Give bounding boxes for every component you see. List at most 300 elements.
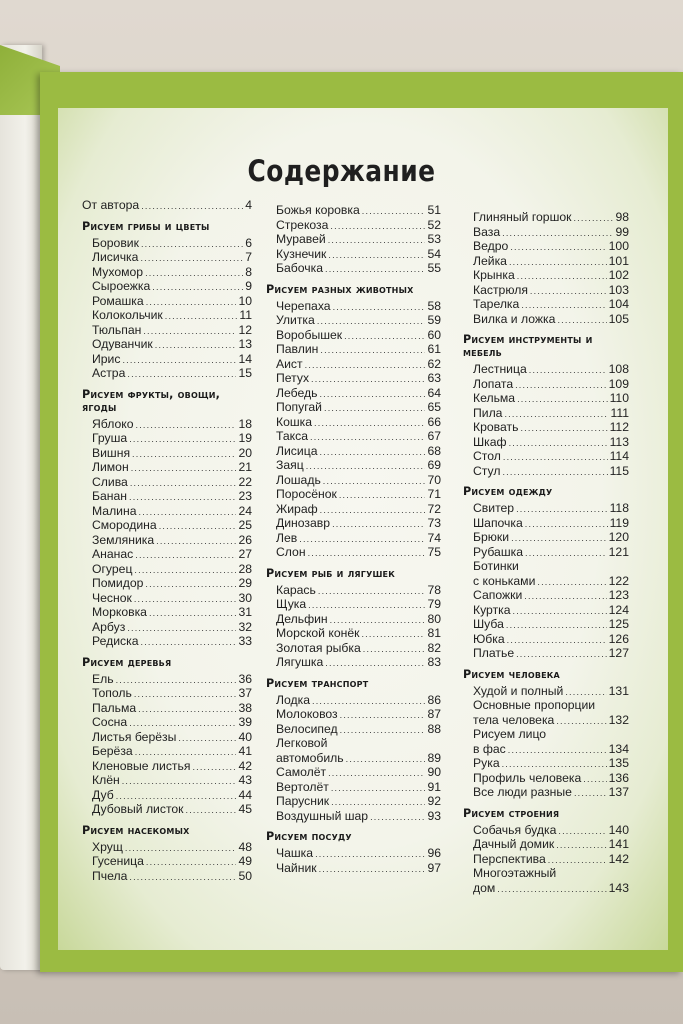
entry-page-number: 126	[608, 631, 629, 646]
entry-title: Тюльпан	[92, 322, 142, 337]
toc-entry[interactable]	[463, 312, 629, 327]
entry-page-number: 142	[608, 851, 629, 866]
entry-title: Профиль человека	[473, 770, 582, 785]
dot-leader	[340, 723, 426, 737]
entry-title: Вилка и ложка	[473, 311, 556, 326]
dot-leader	[574, 786, 607, 800]
dot-leader	[122, 774, 237, 788]
dot-leader	[314, 416, 425, 430]
toc-entry[interactable]	[82, 686, 252, 701]
toc-entry[interactable]	[82, 265, 252, 280]
dot-leader	[506, 618, 607, 632]
dot-leader	[515, 378, 607, 392]
dot-leader	[537, 575, 606, 589]
entry-page-number: 108	[608, 362, 629, 376]
toc-entry[interactable]	[266, 218, 441, 233]
entry-title: Мухомор	[92, 264, 144, 279]
toc-entry[interactable]	[463, 603, 629, 618]
entry-page-number: 93	[427, 808, 441, 823]
entry-page-number: 39	[238, 715, 252, 729]
toc-entry[interactable]	[82, 323, 252, 338]
entry-title: Тополь	[92, 686, 132, 700]
dot-leader	[152, 280, 243, 294]
dot-leader	[156, 534, 236, 548]
entry-title: Лягушка	[276, 655, 324, 669]
entry-page-number: 123	[608, 588, 629, 602]
toc-entry[interactable]	[266, 444, 441, 459]
entry-page-number: 141	[608, 837, 629, 851]
dot-leader	[318, 584, 426, 598]
page-title: Содержание	[247, 154, 436, 188]
dot-leader	[513, 604, 607, 618]
dot-leader	[558, 824, 606, 838]
entry-page-number: 125	[608, 617, 629, 631]
entry-page-number: 40	[238, 729, 252, 744]
entry-page-number: 36	[238, 671, 252, 686]
toc-entry[interactable]	[266, 261, 441, 276]
entry-title: Такса	[276, 429, 309, 443]
toc-entry[interactable]	[82, 620, 252, 635]
entry-page-number: 25	[238, 518, 252, 532]
toc-entry[interactable]	[82, 562, 252, 577]
toc-entry[interactable]	[82, 634, 252, 649]
entry-page-number: 66	[427, 414, 441, 429]
entry-page-number: 112	[609, 420, 629, 434]
toc-entry[interactable]	[266, 693, 441, 708]
toc-entry[interactable]	[463, 545, 629, 560]
toc-entry[interactable]	[266, 357, 441, 372]
dot-leader	[504, 407, 608, 421]
toc-entry[interactable]	[82, 802, 252, 817]
entry-page-number: 137	[608, 785, 629, 799]
toc-entry[interactable]	[266, 751, 441, 766]
toc-entry[interactable]	[463, 225, 629, 240]
entry-title: Попугай	[276, 400, 322, 414]
toc-entry[interactable]	[82, 547, 252, 562]
toc-entry[interactable]	[463, 574, 629, 589]
toc-entry[interactable]	[463, 391, 629, 406]
dot-leader	[306, 459, 426, 473]
dot-leader	[530, 284, 607, 298]
entry-title: Золотая рыбка	[276, 640, 361, 655]
dot-leader	[516, 647, 607, 661]
toc-entry[interactable]	[463, 297, 629, 312]
toc-entry[interactable]	[266, 531, 441, 546]
entry-page-number: 82	[427, 640, 441, 655]
dot-leader	[165, 309, 238, 323]
toc-entry[interactable]	[82, 788, 252, 803]
dot-leader	[135, 745, 237, 759]
entry-title: Крынка	[473, 268, 515, 282]
toc-entry[interactable]	[82, 576, 252, 591]
entry-title: Лисица	[276, 443, 318, 458]
book-cover-edge	[0, 45, 42, 970]
dot-leader	[509, 255, 607, 269]
dot-leader	[362, 204, 426, 218]
entry-title: Чеснок	[92, 590, 132, 605]
section-heading: Рисуем деревья	[82, 655, 172, 669]
toc-entry[interactable]	[266, 458, 441, 473]
entry-page-number: 50	[238, 868, 252, 883]
entry-title: Все люди разные	[473, 785, 572, 799]
toc-entry-line[interactable]: Основные пропорции	[473, 698, 596, 712]
toc-entry[interactable]	[266, 502, 441, 517]
dot-leader	[310, 430, 425, 444]
entry-title: Муравей	[276, 232, 326, 246]
entry-title: Колокольчик	[92, 308, 163, 322]
toc-entry[interactable]	[463, 646, 629, 661]
toc-entry[interactable]	[463, 823, 629, 838]
entry-page-number: 87	[427, 707, 441, 721]
dot-leader	[136, 418, 237, 432]
entry-title: Астра	[92, 366, 126, 380]
toc-entry[interactable]	[463, 771, 629, 786]
toc-entry[interactable]	[463, 852, 629, 867]
dot-leader	[323, 474, 426, 488]
entry-title: Тарелка	[473, 297, 520, 311]
entry-title: Лимон	[92, 460, 129, 474]
toc-entry[interactable]	[82, 869, 252, 884]
dot-leader	[557, 313, 606, 327]
entry-title: Собачья будка	[473, 822, 557, 837]
toc-entry[interactable]	[266, 722, 441, 737]
entry-title: Банан	[92, 489, 128, 503]
entry-page-number: 90	[427, 765, 441, 779]
entry-title: Хрущ	[92, 839, 123, 854]
toc-entry[interactable]	[82, 460, 252, 475]
toc-entry[interactable]	[82, 773, 252, 788]
toc-entry[interactable]	[463, 254, 629, 269]
toc-entry-line[interactable]: Ботинки	[473, 559, 519, 573]
entry-title: Огурец	[92, 561, 133, 576]
toc-entry[interactable]	[82, 417, 252, 432]
toc-entry[interactable]	[82, 308, 252, 323]
toc-entry[interactable]	[82, 744, 252, 759]
entry-title: Куртка	[473, 602, 511, 617]
entry-title: Помидор	[92, 576, 144, 590]
entry-title: Стол	[473, 449, 501, 463]
toc-entry[interactable]	[266, 655, 441, 670]
toc-entry[interactable]	[82, 715, 252, 730]
entry-title: Молоковоз	[276, 707, 338, 721]
toc-entry[interactable]	[266, 400, 441, 415]
toc-entry[interactable]	[463, 406, 629, 421]
entry-page-number: 55	[427, 261, 441, 275]
entry-page-number: 80	[427, 611, 441, 626]
entry-page-number: 103	[608, 282, 629, 297]
toc-entry[interactable]	[266, 342, 441, 357]
dot-leader	[141, 635, 237, 649]
toc-entry[interactable]	[463, 684, 629, 699]
dot-leader	[509, 436, 608, 450]
dot-leader	[125, 841, 237, 855]
toc-entry[interactable]	[463, 420, 629, 435]
toc-entry[interactable]	[463, 464, 629, 479]
toc-entry[interactable]	[266, 707, 441, 722]
entry-title: Арбуз	[92, 619, 126, 634]
toc-entry[interactable]	[82, 701, 252, 716]
entry-title: Жираф	[276, 501, 318, 516]
dot-leader	[319, 862, 426, 876]
toc-entry[interactable]	[82, 279, 252, 294]
toc-entry[interactable]	[82, 198, 252, 213]
entry-page-number: 83	[427, 655, 441, 669]
dot-leader	[524, 589, 606, 603]
toc-entry[interactable]	[266, 809, 441, 824]
entry-title: Кленовые листья	[92, 758, 191, 773]
dot-leader	[141, 237, 243, 251]
entry-title: Ирис	[92, 351, 121, 366]
toc-entry[interactable]	[266, 473, 441, 488]
toc-entry-line[interactable]: Многоэтажный	[473, 866, 557, 880]
toc-entry[interactable]	[82, 840, 252, 855]
entry-page-number: 4	[245, 198, 252, 212]
toc-entry[interactable]	[82, 236, 252, 251]
entry-title: Морской конёк	[276, 626, 360, 640]
toc-entry[interactable]	[266, 780, 441, 795]
entry-title: Лейка	[473, 253, 507, 268]
toc-entry[interactable]	[266, 487, 441, 502]
dot-leader	[134, 563, 236, 577]
toc-entry[interactable]	[463, 501, 629, 516]
toc-entry[interactable]	[266, 299, 441, 314]
toc-entry[interactable]	[266, 641, 441, 656]
toc-entry[interactable]	[463, 516, 629, 531]
entry-title: Лопата	[473, 376, 514, 391]
toc-entry[interactable]	[266, 794, 441, 809]
toc-entry-line[interactable]: Рисуем лицо	[473, 727, 547, 741]
toc-entry[interactable]	[266, 516, 441, 531]
dot-leader	[116, 673, 237, 687]
section-heading: Рисуем одежду	[463, 485, 553, 498]
dot-leader	[328, 766, 425, 780]
entry-page-number: 111	[610, 405, 629, 420]
entry-page-number: 73	[427, 516, 441, 530]
toc-entry[interactable]	[82, 294, 252, 309]
toc-entry[interactable]	[463, 837, 629, 852]
dot-leader	[319, 445, 425, 459]
entry-page-number: 33	[238, 634, 252, 648]
dot-leader	[525, 517, 608, 531]
entry-title: Рука	[473, 756, 500, 770]
toc-entry[interactable]	[463, 632, 629, 647]
dot-leader	[122, 353, 236, 367]
entry-title: Груша	[92, 431, 128, 445]
section-heading: Рисуем разных животных	[266, 282, 414, 296]
toc-entry[interactable]	[463, 435, 629, 450]
entry-title: Клён	[92, 773, 120, 787]
entry-title: Сыроежка	[92, 279, 151, 293]
entry-page-number: 27	[238, 547, 252, 561]
entry-title: Берёза	[92, 744, 133, 758]
entry-page-number: 26	[238, 532, 252, 547]
entry-title: Воздушный шар	[276, 808, 369, 823]
entry-page-number: 75	[427, 545, 441, 559]
toc-entry[interactable]	[463, 588, 629, 603]
toc-entry[interactable]	[266, 429, 441, 444]
toc-entry[interactable]	[266, 846, 441, 861]
entry-title: Шуба	[473, 617, 504, 631]
toc-entry[interactable]	[266, 203, 441, 218]
toc-entry[interactable]	[463, 881, 629, 896]
entry-title: Слон	[276, 545, 306, 559]
dot-leader	[320, 343, 425, 357]
toc-entry[interactable]	[82, 730, 252, 745]
toc-entry[interactable]	[266, 626, 441, 641]
toc-entry[interactable]	[463, 210, 629, 225]
entry-title: Худой и полный	[473, 683, 564, 698]
toc-entry[interactable]	[266, 371, 441, 386]
section-heading: Рисуем человека	[463, 667, 560, 681]
dot-leader	[130, 476, 237, 490]
entry-page-number: 14	[238, 351, 252, 366]
entry-page-number: 136	[608, 770, 629, 785]
toc-entry[interactable]	[266, 612, 441, 627]
toc-entry[interactable]	[82, 431, 252, 446]
dot-leader	[129, 432, 236, 446]
entry-page-number: 68	[427, 443, 441, 458]
toc-entry[interactable]	[463, 530, 629, 545]
toc-entry[interactable]	[82, 446, 252, 461]
toc-entry[interactable]	[463, 239, 629, 254]
toc-entry[interactable]	[82, 759, 252, 774]
entry-page-number: 28	[238, 561, 252, 576]
entry-page-number: 11	[239, 308, 252, 322]
entry-title: Ель	[92, 671, 114, 686]
entry-title: Яблоко	[92, 416, 134, 431]
entry-page-number: 41	[238, 744, 252, 758]
toc-entry[interactable]	[266, 583, 441, 598]
dot-leader	[508, 743, 607, 757]
toc-entry[interactable]	[463, 362, 629, 377]
toc-entry[interactable]	[266, 545, 441, 560]
entry-title: Кровать	[473, 420, 519, 434]
toc-entry[interactable]	[82, 475, 252, 490]
entry-title: Сапожки	[473, 588, 523, 602]
entry-page-number: 38	[238, 700, 252, 715]
toc-entry[interactable]	[463, 742, 629, 757]
toc-entry[interactable]	[82, 672, 252, 687]
entry-title: Стрекоза	[276, 217, 329, 232]
entry-page-number: 114	[609, 449, 629, 463]
dot-leader	[312, 694, 425, 708]
entry-title: Вертолёт	[276, 779, 329, 794]
toc-entry[interactable]	[463, 713, 629, 728]
entry-page-number: 64	[427, 385, 441, 400]
dot-leader	[178, 731, 236, 745]
entry-page-number: 61	[427, 342, 441, 356]
toc-entry[interactable]	[82, 591, 252, 606]
toc-entry[interactable]	[82, 504, 252, 519]
entry-page-number: 120	[608, 530, 629, 544]
entry-page-number: 29	[238, 576, 252, 590]
toc-entry[interactable]	[82, 250, 252, 265]
dot-leader	[325, 656, 425, 670]
toc-entry[interactable]	[266, 415, 441, 430]
toc-column-2	[266, 203, 441, 875]
entry-title: Чашка	[276, 846, 314, 860]
entry-page-number: 99	[615, 224, 629, 239]
dot-leader	[145, 266, 243, 280]
entry-title: Улитка	[276, 313, 315, 327]
entry-title: Юбка	[473, 631, 505, 646]
toc-entry-line[interactable]: Легковой	[276, 736, 328, 750]
entry-title: Ананас	[92, 547, 134, 561]
entry-page-number: 118	[609, 501, 629, 515]
dot-leader	[507, 633, 607, 647]
dot-leader	[510, 240, 606, 254]
entry-page-number: 32	[238, 619, 252, 634]
toc-entry[interactable]	[463, 268, 629, 283]
entry-page-number: 100	[608, 239, 629, 253]
toc-entry[interactable]	[463, 377, 629, 392]
dot-leader	[320, 503, 426, 517]
toc-entry[interactable]	[266, 765, 441, 780]
entry-page-number: 121	[608, 544, 629, 559]
toc-entry[interactable]	[82, 489, 252, 504]
toc-entry[interactable]	[82, 337, 252, 352]
toc-entry[interactable]	[266, 247, 441, 262]
toc-entry[interactable]	[463, 449, 629, 464]
toc-entry[interactable]	[266, 597, 441, 612]
entry-page-number: 10	[238, 293, 252, 308]
toc-entry[interactable]	[82, 366, 252, 381]
entry-title: Бабочка	[276, 261, 323, 275]
entry-title: Заяц	[276, 458, 304, 472]
entry-page-number: 69	[427, 458, 441, 472]
entry-title: Шкаф	[473, 434, 507, 449]
toc-entry[interactable]	[82, 605, 252, 620]
entry-page-number: 79	[427, 597, 441, 611]
toc-entry[interactable]	[463, 283, 629, 298]
toc-entry[interactable]	[463, 756, 629, 771]
toc-entry[interactable]	[82, 352, 252, 367]
dot-leader	[308, 598, 425, 612]
toc-entry[interactable]	[266, 386, 441, 401]
entry-page-number: 119	[609, 515, 629, 530]
dot-leader	[155, 338, 237, 352]
toc-entry[interactable]	[82, 533, 252, 548]
entry-title: Динозавр	[276, 516, 331, 530]
entry-page-number: 59	[427, 313, 441, 327]
dot-leader	[331, 795, 425, 809]
dot-leader	[127, 367, 236, 381]
toc-entry[interactable]	[266, 328, 441, 343]
dot-leader	[502, 226, 613, 240]
dot-leader	[116, 789, 237, 803]
toc-entry[interactable]	[266, 313, 441, 328]
toc-entry[interactable]	[266, 861, 441, 876]
dot-leader	[565, 685, 606, 699]
entry-page-number: 15	[238, 366, 252, 380]
toc-entry[interactable]	[82, 518, 252, 533]
dot-leader	[311, 372, 425, 386]
toc-entry[interactable]	[82, 854, 252, 869]
dot-leader	[330, 613, 426, 627]
toc-column-1	[82, 198, 252, 883]
entry-page-number: 45	[238, 802, 252, 816]
entry-page-number: 65	[427, 400, 441, 414]
entry-title: Павлин	[276, 342, 319, 356]
entry-title: Кельма	[473, 391, 516, 405]
toc-entry[interactable]	[463, 785, 629, 800]
toc-entry[interactable]	[463, 617, 629, 632]
entry-title: Листья берёзы	[92, 729, 177, 744]
entry-page-number: 131	[608, 683, 629, 698]
entry-page-number: 9	[245, 279, 252, 293]
dot-leader	[346, 752, 426, 766]
toc-entry[interactable]	[266, 232, 441, 247]
